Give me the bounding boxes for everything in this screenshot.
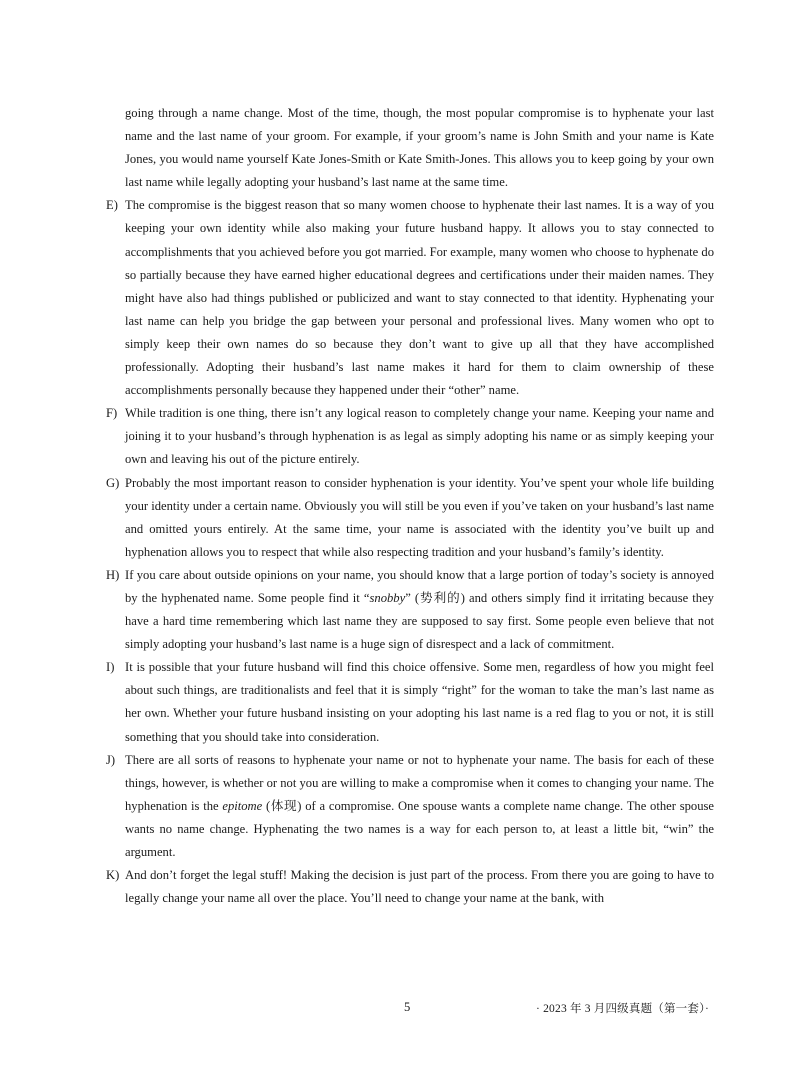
paragraph-label: F) <box>106 406 118 421</box>
italic-term: epitome <box>222 798 263 813</box>
paragraph-f <box>106 402 714 471</box>
paragraph-text-before: There are all sorts of reasons to hyphenate your name or not to hyphenate your name. The basis for each of these things, however, is whether or not you are willing to make a compromise when it comes to changing your name. The hyphenation is the <box>125 752 714 813</box>
page-body <box>106 102 714 910</box>
paragraph-i <box>106 656 714 748</box>
paragraph-text: The compromise is the biggest reason that so many women choose to hyphenate their last names. It is a way of you keeping your own identity while also making your future husband happy. It allows you to stay connected to accomplishments that you achieved before you got married. For example, many women who choose to hyphenate do so partially because they have earned higher educational degrees and certifications under their maiden names. They might have also had things published or publicized and want to stay connected to that identity. Hyphenating your last name can help you bridge the gap between your personal and professional lives. Many women who opt to simply keep their own names do so because they don’t want to give up all that they have accomplished professionally. Adopting their husband’s last name makes it hard for them to claim ownership of these accomplishments personally because they happened under their “other” name. <box>125 198 714 398</box>
paragraph-label: H) <box>106 567 120 582</box>
paragraph-text: While tradition is one thing, there isn’t any logical reason to completely change your name. Keeping your name and joining it to your husband’s through hyphenation is as legal as simply adopting his name or as simply keeping your own and leaving his out of the picture entirely. <box>125 406 714 467</box>
page-footer <box>0 1000 800 1024</box>
paragraph-label: J) <box>106 752 116 767</box>
italic-term: snobby <box>369 590 406 605</box>
continuation-paragraph <box>106 102 714 194</box>
paragraph-text-before: If you care about outside opinions on your name, you should know that a large portion of today’s society is annoyed by the hyphenated name. Some people find it “ <box>125 567 714 605</box>
paragraph-text-after: ” (势利的) and others simply find it irritating because they have a hard time remembering which last name they are supposed to say first. Some people even believe that not simply adopting your husband’s last name is a huge sign of disrespect and a lack of commitment. <box>125 590 714 652</box>
page-number: 5 <box>404 1000 411 1014</box>
paragraph-h <box>106 564 714 656</box>
paragraph-text-after: (体现) of a compromise. One spouse wants a complete name change. The other spouse wants no name change. Hyphenating the two names is a way for each person to, at least a little bit, “win” the argument. <box>125 798 714 859</box>
paragraph-j <box>106 749 714 864</box>
paragraph-k <box>106 864 714 910</box>
paragraph-e <box>106 194 714 402</box>
exam-source-note: · 2023 年 3 月四级真题（第一套）· <box>536 1003 710 1015</box>
paragraph-text: going through a name change. Most of the time, though, the most popular compromise is to hyphenate your last name and the last name of your groom. For example, if your groom’s name is John Smith and your name is Kate Jones, you would name yourself Kate Jones-Smith or Kate Smith-Jones. This allows you to keep going by your own last name while legally adopting your husband’s last name at the same time. <box>125 106 714 190</box>
paragraph-text: And don’t forget the legal stuff! Making the decision is just part of the process. From there you are going to have to legally change your name all over the place. You’ll need to change your name at the bank, with <box>125 868 714 906</box>
paragraph-text: It is possible that your future husband will find this choice offensive. Some men, regardless of how you might feel about such things, are traditionalists and feel that it is simply “right” for the woman to take the man’s last name as her own. Whether your future husband insisting on your adopting his last name is a red flag to you or not, it is still something that you should take into consideration. <box>125 660 714 744</box>
paragraph-text: Probably the most important reason to consider hyphenation is your identity. You’ve spent your whole life building your identity under a certain name. Obviously you will still be you even if you’ve taken on your husband’s last name and omitted yours entirely. At the same time, your name is associated with the identity you’ve built up and hyphenation allows you to respect that while also respecting tradition and your husband’s family’s identity. <box>125 475 714 559</box>
paragraph-label: K) <box>106 868 120 883</box>
paragraph-label: G) <box>106 475 120 490</box>
paragraph-label: I) <box>106 660 115 675</box>
paragraph-label: E) <box>106 198 118 213</box>
paragraph-g <box>106 472 714 564</box>
